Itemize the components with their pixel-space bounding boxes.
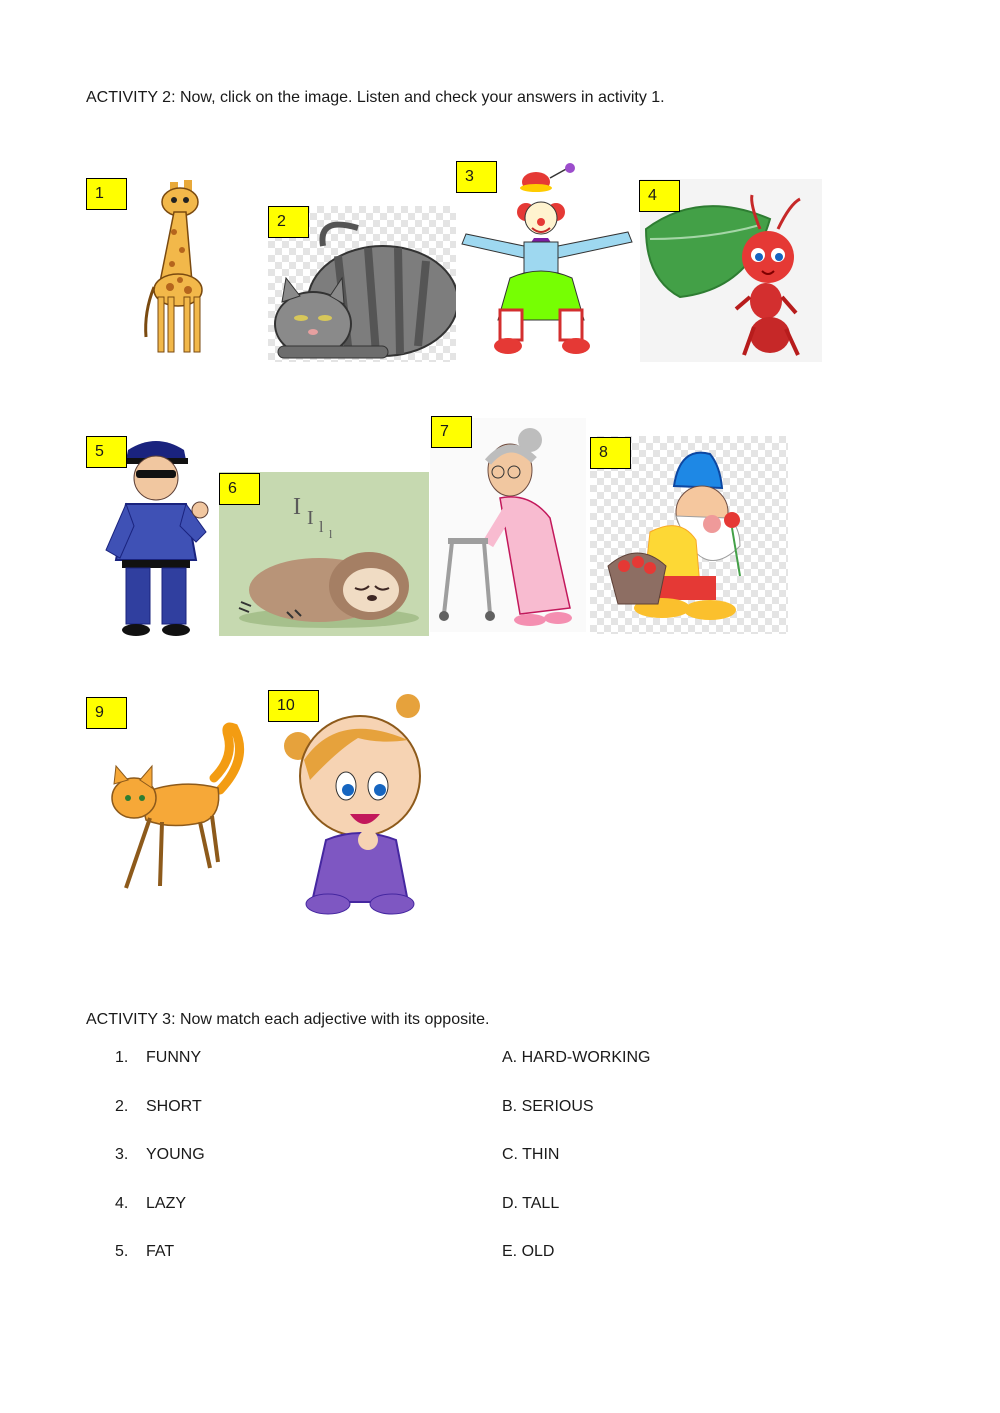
- baby-image[interactable]: [268, 690, 426, 918]
- image-number-3: 3: [456, 161, 497, 193]
- image-number-1: 1: [86, 178, 127, 210]
- image-number-9: 9: [86, 697, 127, 729]
- adjective-funny: FUNNY: [146, 1049, 202, 1066]
- thin-cat-icon: [100, 718, 246, 894]
- image-number-8: 8: [590, 437, 631, 469]
- list-item-number: 3.: [115, 1146, 129, 1163]
- activity3-instruction: ACTIVITY 3: Now match each adjective with its opposite.: [86, 1011, 490, 1028]
- opposite-tall: D. TALL: [502, 1195, 560, 1212]
- adjective-fat: FAT: [146, 1243, 175, 1260]
- image-number-5: 5: [86, 436, 127, 468]
- list-item-number: 1.: [115, 1049, 129, 1066]
- opposite-hard-working: A. HARD-WORKING: [502, 1049, 651, 1066]
- adjective-lazy: LAZY: [146, 1195, 187, 1212]
- list-item-number: 5.: [115, 1243, 129, 1260]
- image-number-4: 4: [639, 180, 680, 212]
- image-number-6: 6: [219, 473, 260, 505]
- opposite-thin: C. THIN: [502, 1146, 560, 1163]
- svg-text:l: l: [329, 527, 333, 541]
- list-item-number: 4.: [115, 1195, 129, 1212]
- activity2-instruction: ACTIVITY 2: Now, click on the image. Listen and check your answers in activity 1.: [86, 89, 665, 106]
- giraffe-image[interactable]: [130, 172, 230, 362]
- svg-text:l: l: [319, 519, 324, 536]
- image-number-2: 2: [268, 206, 309, 238]
- image-number-7: 7: [431, 416, 472, 448]
- thin-cat-image[interactable]: [100, 718, 246, 894]
- svg-text:I: I: [307, 507, 314, 529]
- list-item-number: 2.: [115, 1098, 129, 1115]
- old-woman-icon: [430, 418, 586, 632]
- giraffe-icon: [130, 172, 230, 362]
- adjective-short: SHORT: [146, 1098, 202, 1115]
- old-woman-image[interactable]: [430, 418, 586, 632]
- svg-text:I: I: [293, 494, 301, 520]
- baby-icon: [268, 690, 426, 918]
- image-number-10: 10: [268, 690, 319, 722]
- opposite-serious: B. SERIOUS: [502, 1098, 594, 1115]
- opposite-old: E. OLD: [502, 1243, 555, 1260]
- adjective-young: YOUNG: [146, 1146, 205, 1163]
